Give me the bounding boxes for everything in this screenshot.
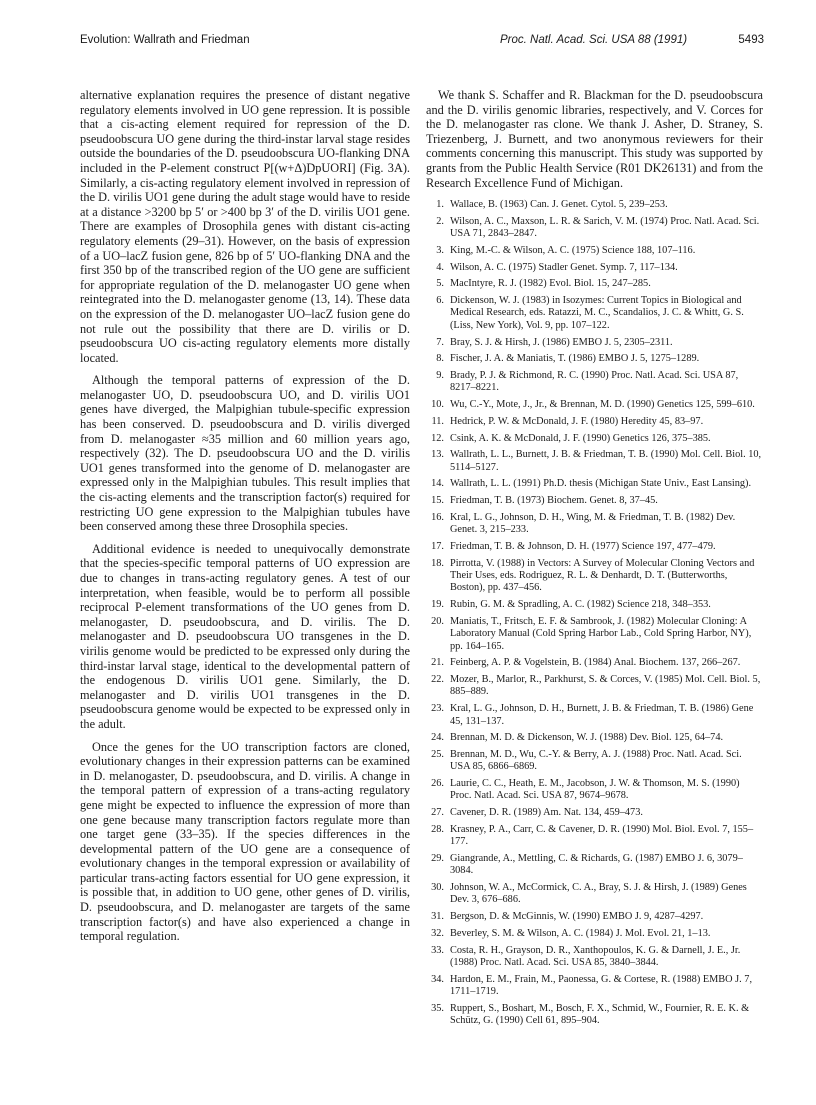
reference-number: 18. xyxy=(431,557,444,569)
reference-number: 30. xyxy=(431,882,444,894)
reference-text: Dickenson, W. J. (1983) in Isozymes: Current Topics in Biological and Medical Research, eds. Ratazzi, M. C., Scandalios, J. C. & Whitt, G. S. (Liss, New York), Vol. 9, pp. 107–122. xyxy=(450,295,744,331)
reference-text: Mozer, B., Marlor, R., Parkhurst, S. & Corces, V. (1985) Mol. Cell. Biol. 5, 885–889. xyxy=(450,673,761,698)
reference-number: 24. xyxy=(431,732,444,744)
reference-text: Wallrath, L. L., Burnett, J. B. & Friedman, T. B. (1990) Mol. Cell. Biol. 10, 5114–5127. xyxy=(450,449,762,473)
reference-item xyxy=(426,749,763,774)
reference-text: Wilson, A. C. (1975) Stadler Genet. Symp. 7, 117–134. xyxy=(450,261,678,273)
reference-text: Giangrande, A., Mettling, C. & Richards, G. (1987) EMBO J. 6, 3079–3084. xyxy=(450,852,743,877)
reference-text: Hardon, E. M., Frain, M., Paonessa, G. & Cortese, R. (1988) EMBO J. 7, 1711–1719. xyxy=(450,973,753,998)
reference-item xyxy=(426,853,763,878)
reference-text: Bray, S. J. & Hirsh, J. (1986) EMBO J. 5, 2305–2311. xyxy=(450,336,673,348)
reference-number: 9. xyxy=(436,370,444,381)
reference-number: 8. xyxy=(436,353,444,365)
reference-text: Wallrath, L. L. (1991) Ph.D. thesis (Michigan State Univ., East Lansing). xyxy=(450,478,752,490)
reference-item xyxy=(426,541,763,553)
reference-item xyxy=(426,478,763,490)
reference-number: 28. xyxy=(431,823,444,835)
reference-text: King, M.-C. & Wilson, A. C. (1975) Science 188, 107–116. xyxy=(450,244,696,256)
reference-item xyxy=(426,295,763,332)
reference-number: 11. xyxy=(431,415,444,427)
reference-text: Beverley, S. M. & Wilson, A. C. (1984) J. Mol. Evol. 21, 1–13. xyxy=(450,927,711,939)
reference-item xyxy=(426,416,763,428)
reference-item xyxy=(426,558,763,595)
reference-item xyxy=(426,911,763,923)
reference-item xyxy=(426,216,763,241)
reference-number: 1. xyxy=(436,199,444,211)
reference-number: 20. xyxy=(431,615,444,627)
reference-number: 13. xyxy=(431,449,444,461)
reference-item xyxy=(426,657,763,669)
reference-number: 25. xyxy=(431,748,444,760)
reference-item xyxy=(426,928,763,940)
reference-item xyxy=(426,1003,763,1028)
reference-number: 2. xyxy=(436,215,444,227)
reference-item xyxy=(426,882,763,907)
reference-item xyxy=(426,370,763,395)
reference-item xyxy=(426,732,763,744)
reference-text: Rubin, G. M. & Spradling, A. C. (1982) Science 218, 348–353. xyxy=(450,599,711,611)
reference-number: 21. xyxy=(431,657,444,669)
body-text-column xyxy=(80,88,410,952)
reference-number: 17. xyxy=(431,540,444,552)
reference-number: 10. xyxy=(431,399,444,411)
reference-number: 14. xyxy=(431,478,444,490)
acknowledgments: We thank S. Schaffer and R. Blackman for the D. pseudoobscura and the D. virilis genomic libraries, respectively, and V. Corces for the D. melanogaster ras clone. We thank J. Asher, D. Straney, S. Triezenberg, J. Burnett, and two anonymous reviewers for their comments concerning this manuscript. This study was supported by grants from the Public Health Service (R01 DK26131) and from the Research Excellence Fund of Michigan. xyxy=(426,88,763,190)
reference-item xyxy=(426,495,763,507)
reference-text: Feinberg, A. P. & Vogelstein, B. (1984) Anal. Biochem. 137, 266–267. xyxy=(450,657,741,669)
reference-text: Bergson, D. & McGinnis, W. (1990) EMBO J. 9, 4287–4297. xyxy=(450,911,704,923)
reference-number: 16. xyxy=(431,511,444,523)
body-paragraph: alternative explanation requires the presence of distant negative regulatory elements involved in UO gene repression. It is possible that a cis-acting element required for repression of the D. pseudoobscura UO gene during the third-instar larval stage resides outside the boundaries of the D. pseudoobscura UO-flanking DNA included in the P-element construct P[(w+Δ)DpUORI] (Fig. 3A). Similarly, a cis-acting regulatory element involved in repression of the D. virilis UO1 gene during the adult stage would have to reside at a distance >3200 bp 5′ or >400 bp 3′ of the D. virilis UO1 gene. There are examples of Drosophila genes with distant cis-acting regulatory elements (29–31). However, on the basis of expression of a UO–lacZ fusion gene, 826 bp of 5′ UO-flanking DNA and the first 350 bp of the transcribed region of the UO gene are sufficient for appropriate regulation of the D. melanogaster UO gene when reintegrated into the D. melanogaster genome (13, 14). These data on the expression of the D. melanogaster UO–lacZ fusion gene do not rule out the possibility that there are D. virilis or D. pseudoobscura UO cis-acting regulatory elements more distally located. xyxy=(80,88,410,365)
reference-text: Maniatis, T., Fritsch, E. F. & Sambrook, J. (1982) Molecular Cloning: A Laboratory Manual (Cold Spring Harbor Lab., Cold Spring Harbor, NY), pp. 164–165. xyxy=(450,615,752,652)
reference-item xyxy=(426,674,763,699)
reference-number: 22. xyxy=(431,673,444,685)
reference-item xyxy=(426,824,763,849)
body-paragraph: Additional evidence is needed to unequivocally demonstrate that the species-specific temporal patterns of UO expression are due to changes in trans-acting regulatory genes. A test of our interpretation, when feasible, would be to perform all possible reciprocal P-element transformations of the UO genes from D. melanogaster, D. pseudoobscura, and D. virilis. The D. melanogaster and D. pseudoobscura UO transgenes in the D. virilis genome would be predicted to be expressed only during the third-instar larval stage, identical to the developmental pattern of the endogenous D. virilis UO1 gene. Similarly, the D. melanogaster and D. virilis UO1 transgenes in the D. pseudoobscura genome would be expected to be expressed only in the adult. xyxy=(80,541,410,731)
reference-item xyxy=(426,245,763,257)
reference-text: Fischer, J. A. & Maniatis, T. (1986) EMBO J. 5, 1275–1289. xyxy=(450,353,700,365)
reference-item xyxy=(426,703,763,728)
reference-item xyxy=(426,512,763,537)
reference-text: Hedrick, P. W. & McDonald, J. F. (1980) Heredity 45, 83–97. xyxy=(450,415,704,427)
header-journal-citation: Proc. Natl. Acad. Sci. USA 88 (1991) xyxy=(500,34,688,46)
reference-text: Wilson, A. C., Maxson, L. R. & Sarich, V. M. (1974) Proc. Natl. Acad. Sci. USA 71, 2843–2847. xyxy=(450,215,760,240)
reference-item xyxy=(426,262,763,274)
reference-text: Brennan, M. D. & Dickenson, W. J. (1988) Dev. Biol. 125, 64–74. xyxy=(450,732,724,744)
reference-number: 19. xyxy=(431,599,444,611)
reference-text: Friedman, T. B. & Johnson, D. H. (1977) Science 197, 477–479. xyxy=(450,540,716,552)
reference-number: 33. xyxy=(431,944,444,956)
reference-number: 6. xyxy=(436,295,444,307)
reference-text: Krasney, P. A., Carr, C. & Cavener, D. R. (1990) Mol. Biol. Evol. 7, 155–177. xyxy=(450,823,754,848)
reference-text: Csink, A. K. & McDonald, J. F. (1990) Genetics 126, 375–385. xyxy=(450,432,711,444)
reference-number: 4. xyxy=(436,261,444,273)
reference-text: Kral, L. G., Johnson, D. H., Wing, M. & Friedman, T. B. (1982) Dev. Genet. 3, 215–233. xyxy=(450,511,736,536)
reference-text: Laurie, C. C., Heath, E. M., Jacobson, J. W. & Thomson, M. S. (1990) Proc. Natl. Acad. Sci. USA 87, 9674–9678. xyxy=(450,778,740,802)
reference-number: 32. xyxy=(431,927,444,939)
reference-number: 5. xyxy=(436,278,444,290)
reference-number: 3. xyxy=(436,244,444,256)
reference-text: Brennan, M. D., Wu, C.-Y. & Berry, A. J. (1988) Proc. Natl. Acad. Sci. USA 85, 6866–6869. xyxy=(450,748,742,773)
reference-text: Wallace, B. (1963) Can. J. Genet. Cytol. 5, 239–253. xyxy=(450,199,668,211)
reference-item xyxy=(426,616,763,653)
reference-text: Ruppert, S., Boshart, M., Bosch, F. X., Schmid, W., Fournier, R. E. K. & Schütz, G. (1990) Cell 61, 895–904. xyxy=(450,1002,750,1027)
reference-item xyxy=(426,945,763,970)
reference-item xyxy=(426,278,763,290)
reference-number: 12. xyxy=(431,432,444,444)
reference-text: MacIntyre, R. J. (1982) Evol. Biol. 15, 247–285. xyxy=(450,278,651,290)
reference-number: 15. xyxy=(431,495,444,507)
reference-text: Friedman, T. B. (1973) Biochem. Genet. 8, 37–45. xyxy=(450,495,658,507)
body-paragraph: Once the genes for the UO transcription factors are cloned, evolutionary changes in their expression patterns can be examined in D. melanogaster, D. pseudoobscura, and D. virilis. A change in the temporal pattern of expression of a trans-acting regulatory gene might be expected to influence the expression of more than one gene because many transcription factors regulate more than one target gene (33–35). If the species differences in the developmental pattern of the UO gene are a consequence of evolutionary changes in the temporal expression or availability of particular trans-acting factors essential for UO gene expression, it is possible that, in addition to UO gene, other genes of D. virilis, D. pseudoobscura, and D. melanogaster are targets of the same transcription factor(s) and have also experienced a change in temporal regulation. xyxy=(80,739,410,944)
header-page-number: 5493 xyxy=(738,34,764,46)
reference-text: Brady, P. J. & Richmond, R. C. (1990) Proc. Natl. Acad. Sci. USA 87, 8217–8221. xyxy=(450,370,739,394)
reference-item xyxy=(426,199,763,211)
reference-number: 7. xyxy=(436,336,444,348)
reference-number: 34. xyxy=(431,973,444,985)
reference-number: 23. xyxy=(431,703,444,715)
reference-text: Cavener, D. R. (1989) Am. Nat. 134, 459–473. xyxy=(450,807,643,819)
reference-number: 26. xyxy=(431,778,444,790)
references-column xyxy=(426,88,763,1032)
header-section-title: Evolution: Wallrath and Friedman xyxy=(80,34,250,46)
reference-item xyxy=(426,399,763,411)
reference-list xyxy=(426,199,763,1027)
running-header xyxy=(80,34,764,54)
reference-item xyxy=(426,974,763,999)
reference-number: 29. xyxy=(431,852,444,864)
reference-item xyxy=(426,337,763,349)
reference-text: Pirrotta, V. (1988) in Vectors: A Survey of Molecular Cloning Vectors and Their Uses, eds. Rodriguez, R. L. & Denhardt, D. T. (Butterworths, Boston), pp. 437–456. xyxy=(450,557,755,594)
reference-item xyxy=(426,599,763,611)
reference-item xyxy=(426,433,763,445)
reference-text: Kral, L. G., Johnson, D. H., Burnett, J. B. & Friedman, T. B. (1986) Gene 45, 131–137. xyxy=(450,703,754,727)
reference-number: 35. xyxy=(431,1002,444,1014)
reference-text: Costa, R. H., Grayson, D. R., Xanthopoulos, K. G. & Darnell, J. E., Jr. (1988) Proc. Natl. Acad. Sci. USA 85, 3840–3844. xyxy=(450,944,741,968)
body-paragraph: Although the temporal patterns of expression of the D. melanogaster UO, D. pseudoobscura UO, and D. virilis UO1 genes have diverged, the Malpighian tubule-specific expression has been conserved. D. pseudoobscura and D. virilis diverged from D. melanogaster ≈35 million and 60 million years ago, respectively (32). The D. pseudoobscura UO and the D. virilis UO1 genes transformed into the genome of D. melanogaster are expressed only in the Malpighian tubules. This result implies that the cis-acting elements and the transcription factor(s) required for restricting UO gene expression to the Malpighian tubules have been conserved among these three Drosophila species. xyxy=(80,373,410,534)
reference-item xyxy=(426,778,763,803)
reference-text: Johnson, W. A., McCormick, C. A., Bray, S. J. & Hirsh, J. (1989) Genes Dev. 3, 676–686. xyxy=(450,882,747,906)
reference-item xyxy=(426,449,763,474)
reference-text: Wu, C.-Y., Mote, J., Jr., & Brennan, M. D. (1990) Genetics 125, 599–610. xyxy=(450,399,755,411)
reference-number: 31. xyxy=(431,911,444,923)
reference-number: 27. xyxy=(431,807,444,819)
reference-item xyxy=(426,807,763,819)
reference-item xyxy=(426,353,763,365)
